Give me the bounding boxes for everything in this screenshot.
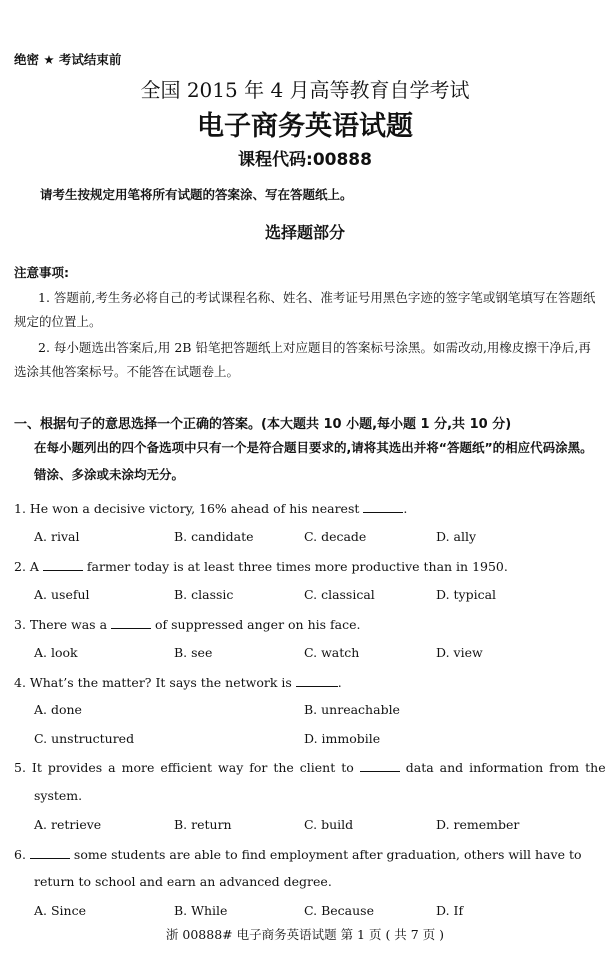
option-c: C. Because xyxy=(304,903,374,918)
question-4-text-end: . xyxy=(337,675,342,690)
question-1-text: 1. He won a decisive victory, 16% ahead of his nearest xyxy=(14,501,360,516)
option-d: D. view xyxy=(436,645,483,660)
question-6-text-end: some students are able to find employment after graduation, others will have to xyxy=(73,847,582,862)
option-c: C. decade xyxy=(304,529,367,544)
option-a: A. retrieve xyxy=(34,817,102,832)
notice-item-2: 2. 每小题选出答案后,用 2B 铅笔把答题纸上对应题目的答案标号涂黑。如需改动,用橡皮擦干净后,再选涂其他答案标号。不能答在试题卷上。 xyxy=(14,340,591,379)
option-b: B. return xyxy=(174,817,232,832)
part-description: 在每小题列出的四个备选项中只有一个是符合题目要求的,请将其选出并将“答题纸”的相应代码涂黑。错涂、多涂或未涂均无分。 xyxy=(34,440,593,482)
answer-blank xyxy=(360,759,400,772)
option-d: D. ally xyxy=(436,529,477,544)
option-a: A. Since xyxy=(34,903,86,918)
answer-blank xyxy=(111,616,151,629)
question-4 xyxy=(14,674,598,690)
option-c: C. watch xyxy=(304,645,360,660)
exam-title: 全国 2015 年 4 月高等教育自学考试 xyxy=(140,78,470,102)
option-b: B. see xyxy=(174,645,213,660)
question-3-text: 3. There was a xyxy=(14,617,108,632)
option-d: D. typical xyxy=(436,587,497,602)
answer-blank xyxy=(30,846,70,859)
option-b: B. candidate xyxy=(174,529,254,544)
question-3-text-end: of suppressed anger on his face. xyxy=(155,617,361,632)
option-c: C. classical xyxy=(304,587,375,602)
option-a: A. useful xyxy=(34,587,90,602)
question-5-text-end: data and information from the xyxy=(405,760,606,775)
question-5-text: 5. It provides a more efficient way for the client to xyxy=(14,760,354,775)
answer-instruction: 请考生按规定用笔将所有试题的答案涂、写在答题纸上。 xyxy=(40,187,353,202)
question-2-text-end: farmer today is at least three times more productive than in 1950. xyxy=(86,559,508,574)
question-2-text: 2. A xyxy=(14,559,39,574)
answer-blank xyxy=(363,500,403,513)
question-1-text-end: . xyxy=(403,501,408,516)
option-b: B. unreachable xyxy=(304,702,400,717)
option-c: C. build xyxy=(304,817,354,832)
question-6-continuation: return to school and earn an advanced degree. xyxy=(34,874,332,889)
page-footer: 浙 00888# 电子商务英语试题 第 1 页 ( 共 7 页 ) xyxy=(165,927,445,942)
notice-item-1: 1. 答题前,考生务必将自己的考试课程名称、姓名、准考证号用黑色字迹的签字笔或钢笔填写在答题纸规定的位置上。 xyxy=(14,290,596,329)
subject-title: 电子商务英语试题 xyxy=(197,111,413,142)
question-5 xyxy=(14,759,606,775)
option-d: D. remember xyxy=(436,817,520,832)
question-4-text: 4. What’s the matter? It says the network is xyxy=(14,675,292,690)
section-title: 选择题部分 xyxy=(264,223,345,242)
part-heading: 一、根据句子的意思选择一个正确的答案。(本大题共 10 小题,每小题 1 分,共 10 分) xyxy=(14,417,512,432)
answer-blank xyxy=(296,674,338,687)
option-a: A. rival xyxy=(34,529,80,544)
question-6 xyxy=(14,846,598,862)
option-b: B. classic xyxy=(174,587,234,602)
option-d: D. immobile xyxy=(304,731,381,746)
confidential-notice: 绝密 ★ 考试结束前 xyxy=(14,52,122,67)
option-c: C. unstructured xyxy=(34,731,135,746)
question-6-text: 6. xyxy=(14,847,26,862)
option-d: D. If xyxy=(436,903,464,918)
option-b: B. While xyxy=(174,903,228,918)
option-a: A. done xyxy=(34,702,82,717)
question-5-continuation: system. xyxy=(34,788,83,803)
question-2 xyxy=(14,558,598,574)
question-1 xyxy=(14,500,598,516)
notice-heading: 注意事项: xyxy=(14,265,69,280)
question-3 xyxy=(14,616,598,632)
course-code: 课程代码:00888 xyxy=(238,150,372,170)
option-a: A. look xyxy=(34,645,78,660)
answer-blank xyxy=(43,558,83,571)
